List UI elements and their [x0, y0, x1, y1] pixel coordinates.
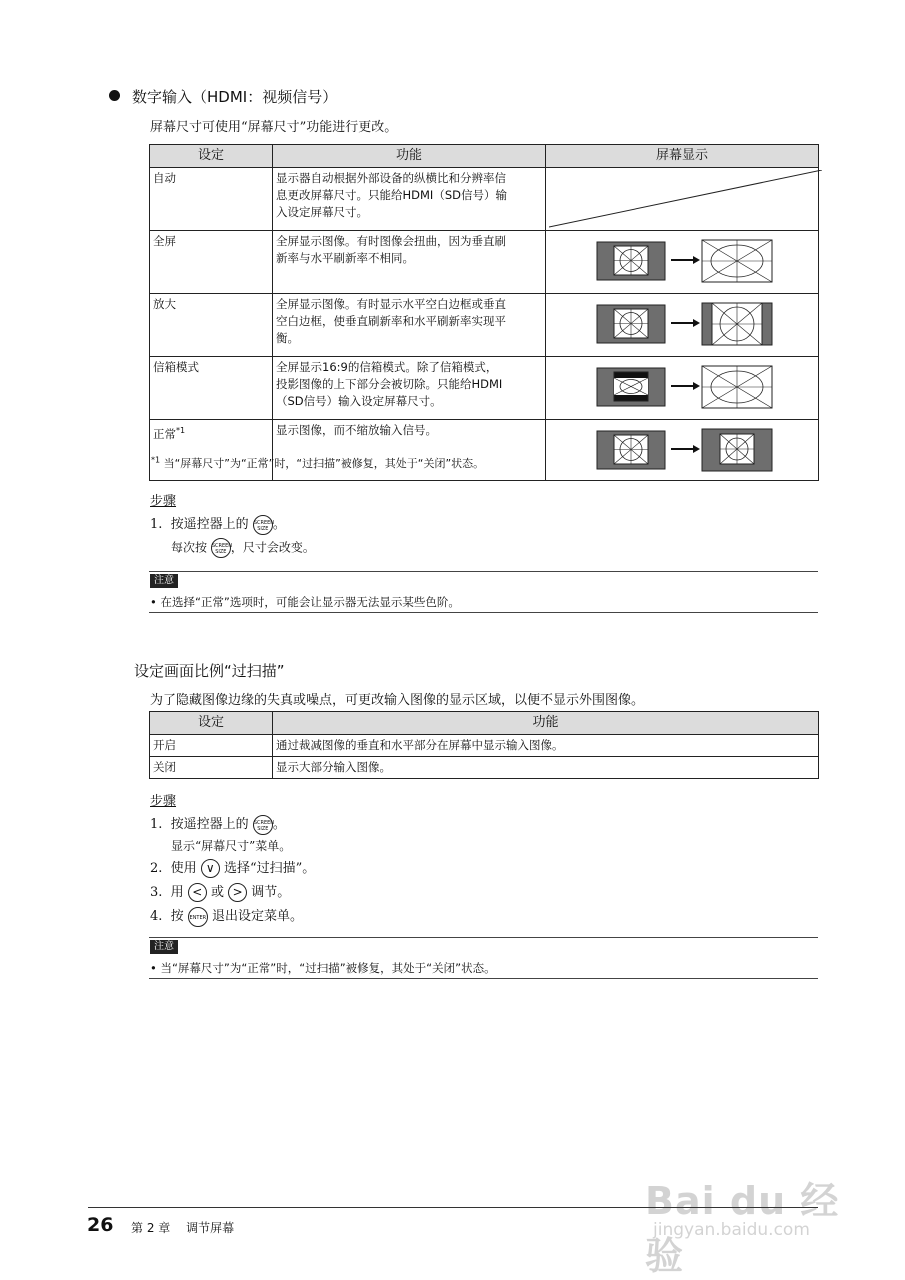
note-divider — [149, 612, 818, 613]
intro-text: 为了隐藏图像边缘的失真或噪点，可更改输入图像的显示区域，以便不显示外围图像。 — [150, 693, 645, 708]
screen-cell — [546, 294, 819, 357]
note-tag: 注意 — [150, 574, 178, 588]
step-number: 3. — [150, 885, 163, 900]
function-line: 全屏显示图像。有时图像会扭曲，因为垂直刷 — [276, 234, 506, 248]
table-row — [150, 735, 819, 757]
setting-text: 正常 — [153, 426, 176, 441]
step-number: 1. — [150, 517, 163, 532]
bullet-icon — [109, 90, 120, 101]
screen-size-button-icon: SCREEN SIZE — [253, 815, 273, 835]
steps-title: 步骤 — [150, 794, 177, 809]
letterbox-illustration — [549, 359, 822, 417]
table-row — [150, 294, 819, 357]
watermark-brand: Bai du 经验 — [645, 1179, 840, 1278]
down-button-icon: ∨ — [201, 859, 220, 878]
footnote — [151, 455, 484, 471]
setting-cell: 全屏 — [150, 231, 273, 294]
header-function: 功能 — [273, 145, 546, 168]
step-text: ，尺寸会改变。 — [230, 540, 315, 555]
footer-divider — [88, 1207, 818, 1208]
function-cell: 通过裁减图像的垂直和水平部分在屏幕中显示输入图像。 — [273, 735, 819, 757]
screen-cell — [546, 231, 819, 294]
step-text: 。 — [272, 517, 286, 532]
note-divider — [149, 571, 818, 572]
function-line: 全屏显示图像。有时显示水平空白边框或垂直 — [276, 297, 506, 311]
step-2 — [150, 857, 315, 878]
setting-cell — [150, 420, 273, 481]
step-text: 按 — [170, 909, 184, 924]
note-text: • 当“屏幕尺寸”为“正常”时，“过扫描”被修复，其处于“关闭”状态。 — [150, 961, 496, 975]
step-number: 1. — [150, 817, 163, 832]
step-text: 。 — [272, 817, 286, 832]
function-line: 空白边框，使垂直刷新率和水平刷新率实现平 — [276, 314, 506, 328]
footnote-ref: *1 — [176, 426, 186, 435]
note-divider — [149, 978, 818, 979]
screen-cell-empty — [546, 168, 819, 231]
step-4 — [150, 905, 303, 927]
step-text: 选择“过扫描”。 — [223, 861, 316, 876]
table-row — [150, 757, 819, 779]
function-cell — [273, 168, 546, 231]
chapter-label: 第 2 章 调节屏幕 — [131, 1221, 235, 1235]
function-cell: 显示大部分输入图像。 — [273, 757, 819, 779]
function-cell — [273, 231, 546, 294]
note-tag: 注意 — [150, 940, 178, 954]
table-row — [150, 357, 819, 420]
normal-illustration — [549, 422, 822, 478]
function-line: （SD信号）输入设定屏幕尺寸。 — [276, 394, 442, 408]
table-row — [150, 231, 819, 294]
step-text: 退出设定菜单。 — [211, 909, 303, 924]
function-cell — [273, 294, 546, 357]
step-3 — [150, 881, 290, 902]
setting-cell: 放大 — [150, 294, 273, 357]
zoom-illustration — [549, 296, 822, 354]
step-text: 使用 — [170, 861, 197, 876]
step-text: 按遥控器上的 — [170, 517, 249, 532]
note-text: • 在选择“正常”选项时，可能会让显示器无法显示某些色阶。 — [150, 595, 460, 609]
header-function: 功能 — [273, 712, 819, 735]
step-1 — [150, 813, 286, 835]
step-1 — [150, 513, 286, 535]
setting-cell: 信箱模式 — [150, 357, 273, 420]
table-row — [150, 168, 819, 231]
setting-cell: 自动 — [150, 168, 273, 231]
table-row — [150, 420, 819, 481]
diagonal-line — [549, 170, 822, 228]
step-text: 用 — [170, 885, 184, 900]
screen-cell — [546, 357, 819, 420]
overscan-table — [149, 711, 819, 779]
left-button-icon: < — [188, 883, 207, 902]
intro-text: 屏幕尺寸可使用“屏幕尺寸”功能进行更改。 — [150, 120, 398, 135]
function-line: 显示图像，而不缩放输入信号。 — [276, 423, 437, 437]
section-title-overscan: 设定画面比例“过扫描” — [134, 662, 285, 680]
function-line: 新率与水平刷新率不相同。 — [276, 251, 414, 265]
step-1-sub — [171, 538, 315, 558]
function-line: 显示器自动根据外部设备的纵横比和分辨率信 — [276, 171, 506, 185]
setting-cell: 关闭 — [150, 757, 273, 779]
screen-size-table — [149, 144, 819, 481]
screen-cell — [546, 420, 819, 481]
watermark-url: jingyan.baidu.com — [653, 1220, 810, 1240]
full-screen-illustration — [549, 233, 822, 291]
setting-cell: 开启 — [150, 735, 273, 757]
screen-size-button-icon: SCREEN SIZE — [211, 538, 231, 558]
step-text: 调节。 — [251, 885, 291, 900]
step-text: 或 — [210, 885, 224, 900]
function-line: 衡。 — [276, 331, 299, 345]
enter-button-icon: ENTER — [188, 907, 208, 927]
note-divider — [149, 937, 818, 938]
header-screen: 屏幕显示 — [546, 145, 819, 168]
function-line: 息更改屏幕尺寸。只能给HDMI（SD信号）输 — [276, 188, 507, 202]
page-number: 26 — [87, 1214, 114, 1236]
step-text: 按遥控器上的 — [170, 817, 249, 832]
step-1-sub: 显示“屏幕尺寸”菜单。 — [171, 839, 292, 853]
table-header-row — [150, 712, 819, 735]
function-cell — [273, 420, 546, 481]
table-header-row — [150, 145, 819, 168]
footnote-text: 当“屏幕尺寸”为“正常”时，“过扫描”被修复，其处于“关闭”状态。 — [160, 457, 485, 470]
footnote-mark: *1 — [151, 455, 161, 465]
function-line: 入设定屏幕尺寸。 — [276, 205, 368, 219]
function-cell — [273, 357, 546, 420]
heading-text: 数字输入（HDMI：视频信号） — [132, 88, 338, 106]
step-number: 2. — [150, 861, 163, 876]
steps-title: 步骤 — [150, 494, 177, 509]
right-button-icon: > — [228, 883, 247, 902]
function-line: 全屏显示16:9的信箱模式。除了信箱模式， — [276, 360, 498, 374]
step-text: 每次按 — [171, 540, 208, 555]
section-heading-digital-input — [109, 86, 337, 107]
screen-size-button-icon: SCREEN SIZE — [253, 515, 273, 535]
header-setting: 设定 — [150, 145, 273, 168]
function-line: 投影图像的上下部分会被切除。只能给HDMI — [276, 377, 503, 391]
step-number: 4. — [150, 909, 163, 924]
header-setting: 设定 — [150, 712, 273, 735]
baidu-watermark — [645, 1150, 850, 1278]
